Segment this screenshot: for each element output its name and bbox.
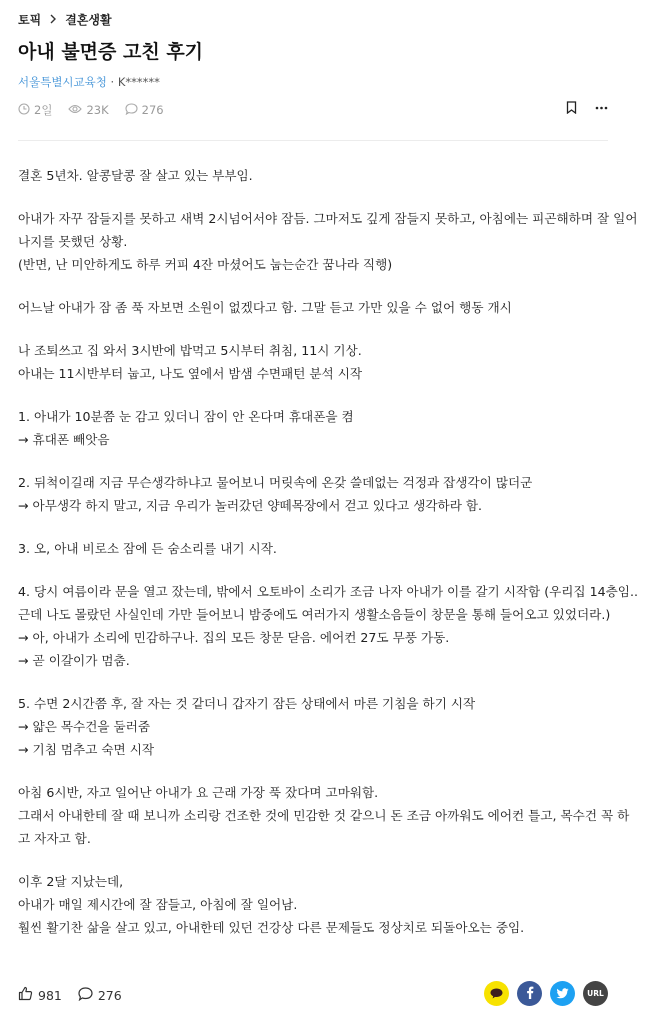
body-line: 아내가 자꾸 잠들지를 못하고 새벽 2시넘어서야 잠듬. 그마저도 깊게 잠들지 못하고, 아침에는 피곤해하며 잘 일어: [18, 211, 638, 226]
body-paragraph: [18, 781, 630, 850]
facebook-icon: [526, 984, 534, 1003]
body-line: 아침 6시반, 자고 일어난 아내가 요 근래 가장 푹 잤다며 고마워함.: [18, 785, 379, 800]
body-paragraph: [18, 471, 614, 517]
comment-icon: [78, 987, 98, 1004]
post-title: 아내 불면증 고친 후기: [18, 41, 204, 63]
author-org-link[interactable]: 서울특별시교육청: [18, 75, 107, 89]
post-actions: [548, 101, 608, 114]
body-line: 훨씬 활기찬 삶을 살고 있고, 아내한테 있던 건강상 다른 문제들도 정상치로 되돌아오는 중임.: [18, 920, 525, 935]
post-views-value: 23K: [86, 103, 109, 117]
body-line: (반면, 난 미안하게도 하루 커피 4잔 마셨어도 눕는순간 꿈나라 직행): [18, 257, 393, 272]
post-time-value: 2일: [34, 103, 53, 117]
body-line: → 곧 이갈이가 멈춤.: [18, 653, 130, 668]
body-line: → 기침 멈추고 숙면 시작: [18, 742, 155, 757]
post-meta: [18, 101, 608, 119]
post-views: [68, 103, 108, 118]
body-line: 결혼 5년차. 알콩달콩 잘 살고 있는 부부임.: [18, 168, 253, 183]
like-count: 981: [38, 987, 62, 1003]
share-buttons: [476, 981, 608, 1006]
more-icon[interactable]: [595, 106, 608, 110]
twitter-icon: [556, 984, 569, 1003]
twitter-share-button[interactable]: [550, 981, 575, 1006]
body-line: 나 조퇴쓰고 집 와서 3시반에 밥먹고 5시부터 취침, 11시 기상.: [18, 343, 362, 358]
body-paragraph: [18, 207, 638, 276]
bookmark-icon[interactable]: [566, 101, 577, 114]
body-line: 3. 오, 아내 비로소 잠에 든 숨소리를 내기 시작.: [18, 541, 277, 556]
body-paragraph: [18, 537, 614, 560]
body-line: → 얇은 목수건을 둘러줌: [18, 719, 151, 734]
comment-button[interactable]: [78, 987, 122, 1004]
post-comment-count-value: 276: [141, 103, 164, 117]
facebook-share-button[interactable]: [517, 981, 542, 1006]
breadcrumb: [18, 10, 112, 28]
breadcrumb-category-link[interactable]: 결혼생활: [65, 12, 112, 27]
body-line: 나지를 못했던 상황.: [18, 234, 128, 249]
clock-icon: [18, 103, 34, 118]
body-paragraph: [18, 339, 614, 385]
author-separator: ·: [110, 75, 115, 89]
body-line: → 휴대폰 빼앗음: [18, 432, 110, 447]
body-paragraph: [18, 296, 614, 319]
copy-url-button[interactable]: URL: [583, 981, 608, 1006]
breadcrumb-topic-link[interactable]: 토픽: [18, 12, 42, 27]
body-line: 어느날 아내가 잠 좀 푹 자보면 소원이 없겠다고 함. 그말 듣고 가만 있을 수 없어 행동 개시: [18, 300, 512, 315]
body-paragraph: [18, 164, 614, 187]
post-comment-count[interactable]: [125, 103, 164, 118]
body-paragraph: [18, 405, 614, 451]
body-paragraph: [18, 692, 614, 761]
body-line: → 아, 아내가 소리에 민감하구나. 집의 모든 창문 닫음. 에어컨 27도 무풍 가동.: [18, 630, 450, 645]
body-line: 5. 수면 2시간쯤 후, 잘 자는 것 같더니 갑자기 잠든 상태에서 마른 기침을 하기 시작: [18, 696, 476, 711]
post-footer: [18, 981, 608, 1009]
comment-count: 276: [97, 987, 122, 1003]
eye-icon: [68, 103, 86, 118]
body-line: 4. 당시 여름이라 문을 열고 잤는데, 밖에서 오토바이 소리가 조금 나자 아내가 이를 갈기 시작함 (우리집 14층임..: [18, 584, 638, 599]
thumbs-up-icon: [18, 986, 38, 1004]
body-line: → 아무생각 하지 말고, 지금 우리가 놀러갔던 양떼목장에서 걷고 있다고 생각하라 함.: [18, 498, 483, 513]
kakaotalk-icon: [490, 984, 503, 1003]
header-divider: [18, 140, 608, 141]
post-time: [18, 102, 52, 118]
body-line: 아내가 매일 제시간에 잘 잠들고, 아침에 잘 일어남.: [18, 897, 298, 912]
body-paragraph: [18, 580, 638, 672]
author-name[interactable]: K******: [117, 75, 160, 89]
body-line: 2. 뒤척이길래 지금 무슨생각하냐고 물어보니 머릿속에 온갖 쓸데없는 걱정과 잡생각이 많더군: [18, 475, 533, 490]
comment-icon: [125, 103, 142, 118]
body-line: 이후 2달 지났는데,: [18, 874, 124, 889]
body-line: 근데 나도 몰랐던 사실인데 가만 들어보니 밤중에도 여러가지 생활소음들이 창문을 통해 들어오고 있었더라.): [18, 607, 611, 622]
body-line: 고 자자고 함.: [18, 831, 91, 846]
kakaotalk-share-button[interactable]: [484, 981, 509, 1006]
body-line: 그래서 아내한테 잘 때 보니까 소리랑 건조한 것에 민감한 것 같으니 돈 조금 아까워도 에어컨 틀고, 목수건 꼭 하: [18, 808, 630, 823]
author-info: [18, 74, 160, 90]
like-button[interactable]: [18, 986, 62, 1004]
post-body: [18, 164, 638, 959]
chevron-right-icon: [49, 14, 57, 24]
body-line: 1. 아내가 10분쯤 눈 감고 있더니 잠이 안 온다며 휴대폰을 켬: [18, 409, 354, 424]
body-line: 아내는 11시반부터 눕고, 나도 옆에서 밤샘 수면패턴 분석 시작: [18, 366, 363, 381]
body-paragraph: [18, 870, 614, 939]
